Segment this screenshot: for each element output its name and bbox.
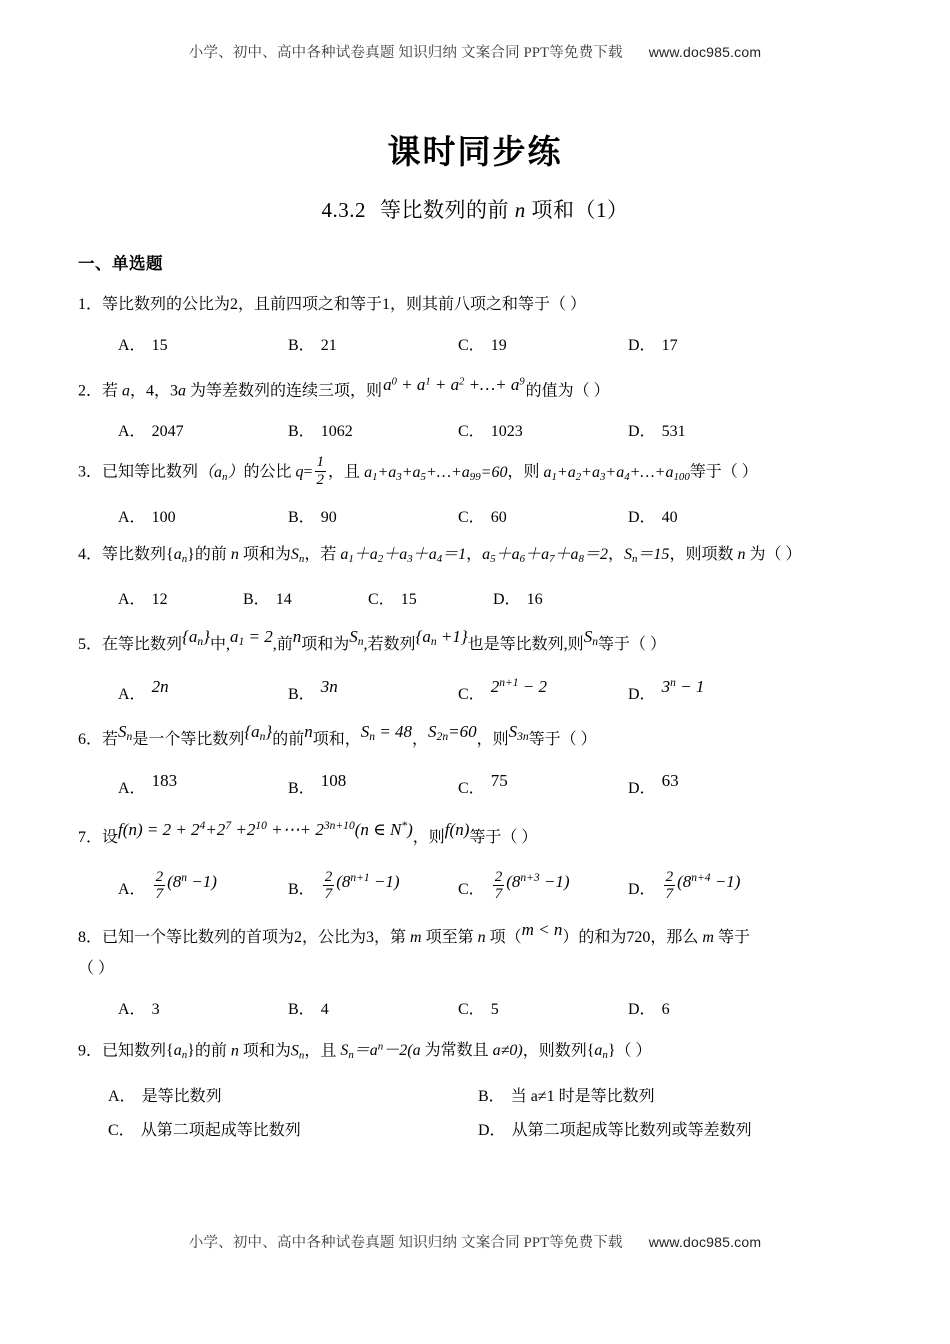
footer-promo-text: 小学、初中、高中各种试卷真题 知识归纳 文案合同 PPT等免费下载 (188, 1235, 623, 1251)
question-2-number: 2． (78, 382, 103, 400)
question-1-number: 1． (78, 296, 103, 313)
question-7-options (78, 869, 878, 902)
option-d[interactable]: D． 从第二项起成等比数列或等差数列 (478, 1121, 752, 1139)
option-d[interactable]: D． 63 (628, 771, 679, 798)
question-6 (78, 717, 878, 798)
question-9-options-row-1 (108, 1080, 878, 1114)
option-d[interactable]: D． 17 (628, 337, 678, 354)
question-3 (78, 454, 878, 526)
question-2-options (78, 418, 878, 441)
option-c[interactable]: C． 15 (368, 590, 417, 608)
question-9-equation: $S_n=a^n-2(a$ 为常数且 a≠0) (340, 1040, 523, 1061)
page-footer (0, 1231, 950, 1252)
question-5-options (78, 676, 878, 704)
question-8-text-line1: 8．已知一个等比数列的首项为2，公比为3，第 m 项至第 n 项（m < n）的和为720，那么 m 等于 (78, 920, 750, 947)
option-c[interactable]: C． 60 (458, 508, 507, 526)
subtitle-variable: n (514, 198, 526, 222)
option-b[interactable]: B． 4 (288, 1000, 329, 1018)
page-subtitle (0, 194, 950, 224)
question-9-text: 9．已知数列$\{a_n\}$的前 n 项和为$S_n$，且 $S_n=a^n-2(a$ 为常数且 a≠0)，则数列$\{a_n\}$（ ） (78, 1040, 652, 1061)
question-9-options (78, 1080, 878, 1148)
option-a[interactable]: A． $\frac{2}{7}$ $(8^n -1)$ (118, 869, 217, 903)
question-4-eq2: $a_5+a_6+a_7+a_8=2$ (482, 545, 608, 565)
question-5-text: 5．在等比数列$\{a_n\}$中$,a_1 = 2$,前n项和为$S_n$,若数列$\{a_n +1\}$也是等比数列,则$S_n$等于（ ） (78, 626, 666, 653)
footer-site-url: www.doc985.com (648, 1234, 762, 1250)
question-7-number: 7． (78, 829, 103, 847)
option-a[interactable]: A． 2n (118, 676, 169, 703)
question-2-text: 2．若 a，4，3a 为等差数列的连续三项，则$a^0 + a^1 + a^2$ +…+ $a^9$的值为（ ） (78, 375, 610, 400)
question-7-expression: $f(n) = 2 + 2^4+2^7 +2^{10}$ +⋯+ $2^{3n+10}(n$ ∈ N*) (118, 819, 413, 839)
question-8-text-line2: （ ） (78, 959, 115, 977)
question-8-number: 8． (78, 929, 103, 947)
option-c[interactable]: C． 1023 (458, 423, 523, 441)
question-3-sequence: $(a_n)$ (198, 463, 244, 483)
question-7 (78, 811, 878, 902)
question-3-text: 3．已知等比数列$(a_n)$的公比 q= $\frac{1}{2}$ ，且 $a_1+a_3+a_5+\dots+a_{99}=60$，则 $a_1+a_2+a_3+a_4+\dots+a_{100}$等于（ ） (78, 454, 758, 488)
question-8-options (78, 996, 878, 1019)
question-4-text: 4．等比数列$\{a_n\}$的前 n 项和为$S_n$，若 $a_1+a_2+a_3+a_4=1$，$a_5+a_6+a_7+a_8=2$，$S_n=15$，则项数 n 为（ ） (78, 545, 802, 565)
question-3-options (78, 504, 878, 527)
section-heading: 一、单选题 (78, 254, 163, 273)
question-6-options (78, 771, 878, 798)
questions-container (78, 250, 878, 1161)
question-9-number: 9． (78, 1041, 103, 1059)
option-b[interactable]: B． 3n (288, 676, 338, 703)
question-9 (78, 1032, 878, 1148)
option-d[interactable]: D． 40 (628, 508, 678, 526)
question-9-options-row-2 (108, 1114, 878, 1148)
question-1-text (78, 290, 878, 320)
option-c[interactable]: C． $\frac{2}{7}$ $(8^{n+3} -1)$ (458, 869, 570, 903)
option-c[interactable]: C． 75 (458, 771, 508, 798)
question-2-expression: $a^0 + a^1 + a^2$ +…+ $a^9$ (383, 375, 525, 395)
option-b[interactable]: B． 14 (243, 590, 292, 608)
question-6-text: 6．若$S_n$是一个等比数列$\{a_n\}$的前n项和，$S_n = 48$，$S_{2n}=60$，则$S_{3n}$等于（ ） (78, 721, 597, 748)
option-b[interactable]: B． $\frac{2}{7}$ $(8^{n+1} -1)$ (288, 869, 400, 903)
option-a[interactable]: A． 3 (118, 1000, 160, 1018)
subtitle-text-after: 项和（1） (531, 198, 629, 222)
question-3-sum-odd: $a_1+a_3+a_5+\dots+a_{99}=60$ (364, 463, 508, 483)
subtitle-text-before: 等比数列的前 (380, 198, 509, 222)
option-b[interactable]: B． 21 (288, 337, 337, 354)
question-4 (78, 540, 878, 609)
option-a[interactable]: A． 是等比数列 (108, 1087, 222, 1105)
question-1-options (78, 332, 878, 355)
option-c[interactable]: C． $2^{n+1} - 2$ (458, 675, 548, 703)
question-4-options (78, 586, 878, 609)
option-d[interactable]: D． 16 (493, 590, 543, 608)
option-a[interactable]: A． 183 (118, 771, 178, 798)
question-5 (78, 622, 878, 704)
question-1 (78, 290, 878, 355)
header-promo-text: 小学、初中、高中各种试卷真题 知识归纳 文案合同 PPT等免费下载 (188, 45, 623, 61)
option-c[interactable]: C． 19 (458, 337, 507, 354)
page-header (0, 41, 950, 62)
option-a[interactable]: A． 15 (118, 337, 168, 354)
option-a[interactable]: A． 2047 (118, 423, 184, 441)
question-3-fraction: $\frac{1}{2}$ (316, 454, 325, 488)
question-6-number: 6． (78, 731, 103, 748)
option-b[interactable]: B． 108 (288, 771, 347, 798)
question-3-sum-all: $a_1+a_2+a_3+a_4+\dots+a_{100}$ (543, 463, 690, 483)
option-b[interactable]: B． 90 (288, 508, 337, 526)
option-a[interactable]: A． 12 (118, 590, 168, 608)
option-b[interactable]: B． 1062 (288, 423, 353, 441)
question-5-number: 5． (78, 635, 103, 653)
subtitle-number: 4.3.2 (321, 198, 366, 222)
question-4-eq1: $a_1+a_2+a_3+a_4=1$ (340, 545, 467, 565)
option-c[interactable]: C． 从第二项起成等比数列 (108, 1121, 301, 1139)
option-d[interactable]: D． 6 (628, 1000, 670, 1018)
option-c[interactable]: C． 5 (458, 1000, 499, 1018)
question-1-body: 等比数列的公比为2，且前四项之和等于1，则其前八项之和等于（ ） (102, 296, 587, 313)
option-d[interactable]: D． 531 (628, 423, 686, 441)
option-a[interactable]: A． 100 (118, 508, 176, 526)
option-b[interactable]: B． 当 a≠1 时是等比数列 (478, 1087, 655, 1105)
page-title: 课时同步练 (387, 132, 563, 171)
question-4-eq3: $S_n=15$ (623, 545, 670, 565)
header-site-url: www.doc985.com (648, 44, 762, 60)
question-7-text: 7．设$f(n) = 2 + 2^4+2^7 +2^{10}$ +⋯+ $2^{3n+10}(n$ ∈ N*)，则f(n)等于（ ） (78, 819, 538, 847)
question-8 (78, 915, 878, 1018)
question-4-number: 4． (78, 545, 103, 563)
question-2 (78, 368, 878, 441)
option-d[interactable]: D． $\frac{2}{7}$ $(8^{n+4} -1)$ (628, 869, 741, 903)
option-d[interactable]: D． $3^n - 1$ (628, 675, 705, 703)
question-3-number: 3． (78, 463, 103, 481)
